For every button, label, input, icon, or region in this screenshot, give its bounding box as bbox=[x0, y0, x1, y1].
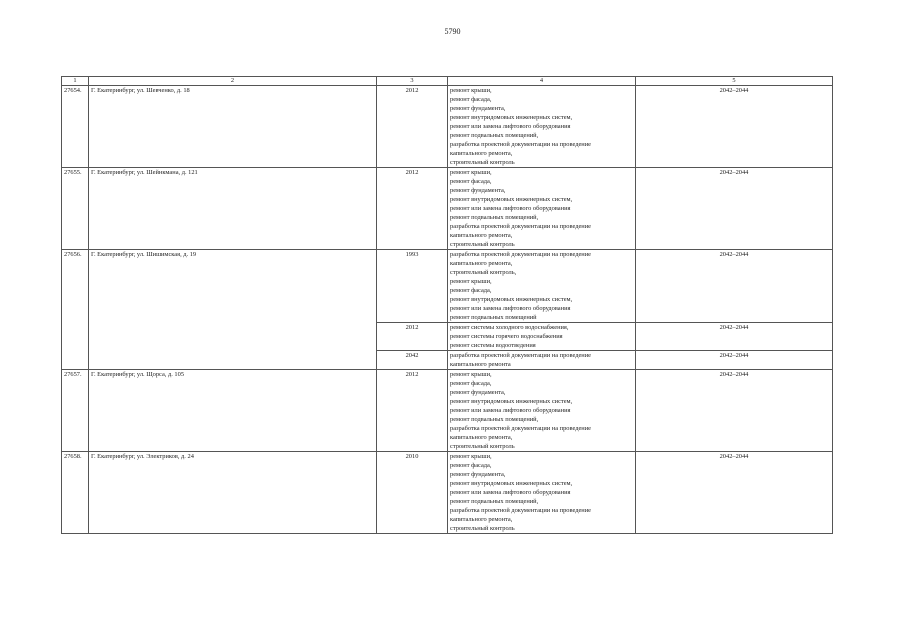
works-cell bbox=[448, 86, 636, 168]
work-item: строительный контроль bbox=[450, 525, 515, 532]
address-cell: Г. Екатеринбург, ул. Шишимская, д. 19 bbox=[89, 250, 377, 370]
work-item: ремонт фундамента, bbox=[450, 389, 506, 396]
work-item: ремонт крыши, bbox=[450, 453, 492, 460]
year-cell: 2012 bbox=[377, 370, 448, 452]
works-cell bbox=[448, 370, 636, 452]
work-item: ремонт внутридомовых инженерных систем, bbox=[450, 480, 573, 487]
work-item: строительный контроль bbox=[450, 159, 515, 166]
work-item: ремонт подвальных помещений, bbox=[450, 416, 539, 423]
address-cell: Г. Екатеринбург, ул. Щорса, д. 105 bbox=[89, 370, 377, 452]
work-item: строительный контроль, bbox=[450, 269, 517, 276]
period-cell: 2042–2044 bbox=[636, 168, 833, 250]
table-row bbox=[62, 452, 833, 534]
repair-schedule-table bbox=[61, 76, 833, 534]
work-item: ремонт или замена лифтового оборудования bbox=[450, 205, 571, 212]
works-cell bbox=[448, 351, 636, 370]
works-cell bbox=[448, 452, 636, 534]
work-item: капитального ремонта, bbox=[450, 150, 513, 157]
work-item: ремонт крыши, bbox=[450, 169, 492, 176]
work-item: ремонт фундамента, bbox=[450, 105, 506, 112]
row-number: 27656. bbox=[62, 250, 89, 370]
work-item: ремонт или замена лифтового оборудования bbox=[450, 123, 571, 130]
work-item: строительный контроль bbox=[450, 443, 515, 450]
work-item: ремонт подвальных помещений bbox=[450, 314, 537, 321]
works-cell bbox=[448, 250, 636, 323]
column-header: 2 bbox=[89, 77, 377, 86]
work-item: ремонт фасада, bbox=[450, 462, 492, 469]
work-item: строительный контроль bbox=[450, 241, 515, 248]
work-item: ремонт подвальных помещений, bbox=[450, 214, 539, 221]
period-cell: 2042–2044 bbox=[636, 86, 833, 168]
work-item: капитального ремонта, bbox=[450, 260, 513, 267]
work-item: ремонт фасада, bbox=[450, 96, 492, 103]
row-number: 27654. bbox=[62, 86, 89, 168]
work-item: разработка проектной документации на проведение bbox=[450, 223, 591, 230]
period-cell: 2042–2044 bbox=[636, 370, 833, 452]
work-item: капитального ремонта, bbox=[450, 516, 513, 523]
work-item: ремонт фундамента, bbox=[450, 471, 506, 478]
work-item: ремонт подвальных помещений, bbox=[450, 498, 539, 505]
work-item: ремонт крыши, bbox=[450, 87, 492, 94]
work-item: разработка проектной документации на проведение bbox=[450, 507, 591, 514]
row-number: 27655. bbox=[62, 168, 89, 250]
work-item: ремонт подвальных помещений, bbox=[450, 132, 539, 139]
year-cell: 1993 bbox=[377, 250, 448, 323]
works-cell bbox=[448, 168, 636, 250]
work-item: ремонт системы водоотведения bbox=[450, 342, 536, 349]
work-item: ремонт фасада, bbox=[450, 178, 492, 185]
address-cell: Г. Екатеринбург, ул. Шейнкмана, д. 121 bbox=[89, 168, 377, 250]
work-item: ремонт фасада, bbox=[450, 287, 492, 294]
period-cell: 2042–2044 bbox=[636, 250, 833, 323]
work-item: ремонт системы холодного водоснабжения, bbox=[450, 324, 569, 331]
work-item: капитального ремонта, bbox=[450, 232, 513, 239]
period-cell: 2042–2044 bbox=[636, 452, 833, 534]
work-item: ремонт внутридомовых инженерных систем, bbox=[450, 296, 573, 303]
work-item: ремонт фундамента, bbox=[450, 187, 506, 194]
table-row bbox=[62, 168, 833, 250]
row-number: 27657. bbox=[62, 370, 89, 452]
address-cell: Г. Екатеринбург, ул. Электриков, д. 24 bbox=[89, 452, 377, 534]
work-item: ремонт крыши, bbox=[450, 371, 492, 378]
work-item: ремонт крыши, bbox=[450, 278, 492, 285]
works-cell bbox=[448, 323, 636, 351]
work-item: ремонт системы горячего водоснабжения bbox=[450, 333, 563, 340]
table-row bbox=[62, 370, 833, 452]
work-item: ремонт внутридомовых инженерных систем, bbox=[450, 398, 573, 405]
column-header: 5 bbox=[636, 77, 833, 86]
work-item: ремонт фасада, bbox=[450, 380, 492, 387]
table-row bbox=[62, 250, 833, 323]
period-cell: 2042–2044 bbox=[636, 323, 833, 351]
column-header: 4 bbox=[448, 77, 636, 86]
column-header: 3 bbox=[377, 77, 448, 86]
period-cell: 2042–2044 bbox=[636, 351, 833, 370]
work-item: ремонт или замена лифтового оборудования bbox=[450, 407, 571, 414]
page-number: 5790 bbox=[444, 27, 461, 36]
row-number: 27658. bbox=[62, 452, 89, 534]
year-cell: 2012 bbox=[377, 86, 448, 168]
work-item: капитального ремонта bbox=[450, 361, 511, 368]
year-cell: 2042 bbox=[377, 351, 448, 370]
table-header-row bbox=[62, 77, 833, 86]
work-item: разработка проектной документации на проведение bbox=[450, 352, 591, 359]
work-item: капитального ремонта, bbox=[450, 434, 513, 441]
work-item: разработка проектной документации на проведение bbox=[450, 425, 591, 432]
work-item: разработка проектной документации на проведение bbox=[450, 141, 591, 148]
table-row bbox=[62, 86, 833, 168]
work-item: ремонт или замена лифтового оборудования bbox=[450, 305, 571, 312]
work-item: разработка проектной документации на проведение bbox=[450, 251, 591, 258]
year-cell: 2012 bbox=[377, 168, 448, 250]
year-cell: 2012 bbox=[377, 323, 448, 351]
column-header: 1 bbox=[62, 77, 89, 86]
work-item: ремонт внутридомовых инженерных систем, bbox=[450, 196, 573, 203]
work-item: ремонт внутридомовых инженерных систем, bbox=[450, 114, 573, 121]
year-cell: 2010 bbox=[377, 452, 448, 534]
table-body bbox=[62, 86, 833, 534]
address-cell: Г. Екатеринбург, ул. Шевченко, д. 18 bbox=[89, 86, 377, 168]
work-item: ремонт или замена лифтового оборудования bbox=[450, 489, 571, 496]
